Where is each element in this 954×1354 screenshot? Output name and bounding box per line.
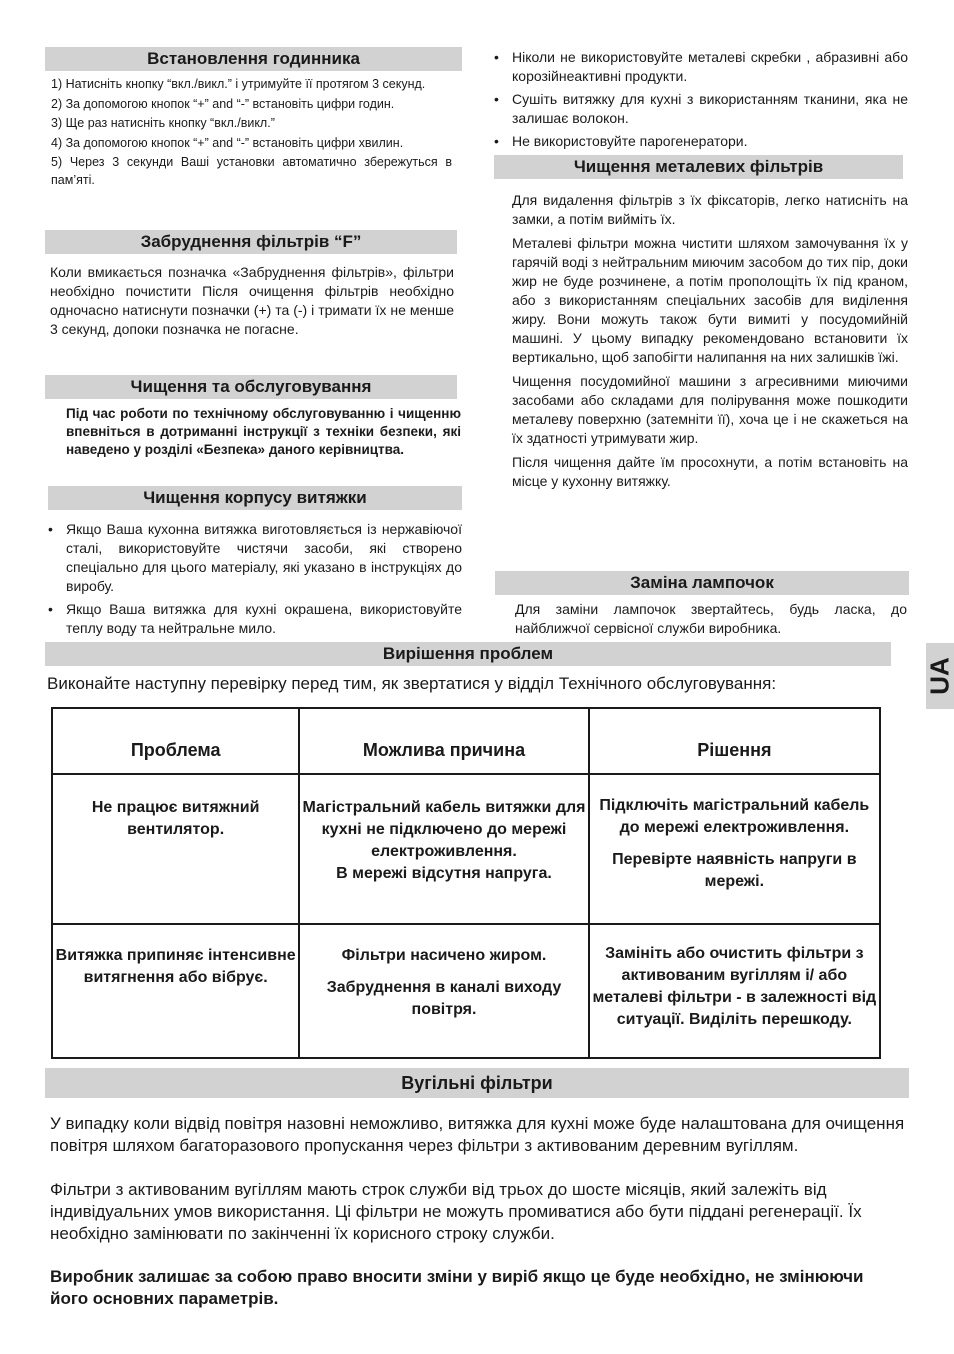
list-item: • Ніколи не використовуйте металеві скребки , абразивні або корозійнеактивні продукти.	[492, 48, 908, 86]
cause-cell	[299, 924, 588, 1058]
language-tab-label: UA	[924, 657, 954, 695]
cell-text: Витяжка припиняє інтенсивне витягнення або вібрує.	[55, 947, 296, 986]
carbon-filters-paragraph-1: У випадку коли відвід повітря назовні неможливо, витяжка для кухні може буде налаштована для очищення повітря шляхом багаторазового пропускання через фільтри з активованим деревним вугіллям.	[50, 1114, 905, 1155]
maintenance-section-title: Чищення та обслуговування	[45, 375, 457, 399]
table-header-row	[52, 708, 880, 774]
problem-cell	[52, 774, 299, 924]
troubleshooting-intro: Виконайте наступну перевірку перед тим, як звертатися у відділ Технічного обслуговування:	[47, 674, 777, 693]
troubleshooting-section-title: Вирішення проблем	[45, 642, 891, 666]
list-item: • Не використовуйте парогенератори.	[492, 132, 908, 151]
column-header-solution: Рішення	[589, 708, 880, 774]
clock-step-2: 2) За допомогою кнопок “+” and “-” встановіть цифри годин.	[51, 96, 395, 111]
metal-filters-paragraph: Для видалення фільтрів з їх фіксаторів, легко натисніть на замки, а потім вийміть їх.	[512, 192, 908, 227]
cause-cell	[299, 774, 588, 924]
problem-cell	[52, 924, 299, 1058]
filter-f-section-title: Забруднення фільтрів “F”	[45, 230, 457, 254]
clock-section-title: Встановлення годинника	[45, 47, 462, 71]
list-item: • Якщо Ваша кухонна витяжка виготовляється із нержавіючої сталі, використовуйте чистячи засоби, які створено спеціально для цього матеріалу, які указано в інструкціях до виробу.	[46, 520, 462, 596]
carbon-filters-section-title: Вугільні фільтри	[45, 1068, 909, 1098]
solution-cell	[589, 774, 880, 924]
metal-filters-paragraph: Чищення посудомийної машини з агресивними миючими засобами або складами для полірування може пошкодити металеву поверхню (затемніти її), хоча це і не скажеться на їх здатності утримувати жир.	[512, 373, 908, 446]
metal-filters-text	[512, 191, 908, 496]
solution-cell	[589, 924, 880, 1058]
cell-text: Не працює витяжний вентилятор.	[91, 799, 260, 838]
table-row	[52, 774, 880, 924]
filter-f-text: Коли вмикається позначка «Забруднення фільтрів», фільтри необхідно почистити Після очищення фільтрів необхідно одночасно натиснути позначки (+) та (-) і тримати їх не менше 3 секунд, допоки позначка не погасне.	[50, 264, 454, 337]
cell-text: Забруднення в каналі виходу повітря.	[326, 979, 562, 1018]
disclaimer: Виробник залишає за собою право вносити зміни у виріб якщо це буде необхідно, не змінюючи його основних параметрів.	[50, 1267, 864, 1308]
cell-text: Фільтри насичено жиром.	[341, 947, 547, 964]
column-header-cause: Можлива причина	[299, 708, 588, 774]
column-header-problem: Проблема	[52, 708, 299, 774]
carbon-filters-paragraph-2: Фільтри з активованим вугіллям мають строк служби від трьох до шосте місяців, який залежіть від індивідуальних умов використання. Ці фільтри не можуть промиватися або бути піддані регенерації. Їх необхідно замінювати по закінченні їх корисного строку служби.	[50, 1180, 862, 1243]
table-row	[52, 924, 880, 1058]
troubleshooting-table	[51, 707, 881, 1059]
cell-text: Замініть або очистить фільтри з активованим вугіллям і/ або металеві фільтри - в залежності від ситуації. Виділіть перешкоду.	[592, 945, 877, 1028]
metal-filters-paragraph: Після чищення дайте їм просохнути, а потім встановіть на місце у кухонну витяжку.	[512, 454, 908, 489]
cell-text: В мережі відсутня напруга.	[336, 865, 552, 882]
language-tab	[926, 643, 954, 709]
clock-steps	[51, 76, 452, 191]
cell-text: Перевірте наявність напруги в мережі.	[612, 851, 857, 890]
clock-step-4: 4) За допомогою кнопок “+” and “-” встановіть цифри хвилин.	[51, 135, 404, 150]
cleaning-warnings-list	[492, 48, 908, 155]
clock-step-1: 1) Натисніть кнопку “вкл./викл.” і утримуйте її протягом 3 секунд.	[51, 77, 426, 91]
cell-text: Магістральний кабель витяжки для кухні не підключено до мережі електроживлення.	[302, 799, 586, 860]
cell-text: Підключіть магістральний кабель до мережі електроживлення.	[599, 797, 870, 836]
metal-filters-paragraph: Металеві фільтри можна чистити шляхом замочування їх у гарячій воді з нейтральним миючим засобом до тих пір, доки жир не буде розчинене, а потім прополощіть їх під краном, або з використанням спеціальних засобів для виділення жиру. Вони можуть також бути вимиті у посудомийній машині. У цьому випадку рекомендовано встановити їх вертикально, щоб запобігти налипання на них залишків їжі.	[512, 235, 908, 365]
body-cleaning-list	[46, 520, 462, 642]
metal-filters-section-title: Чищення металевих фільтрів	[494, 155, 903, 179]
maintenance-text: Під час роботи по технічному обслуговуванню і чищенню впевніться в дотриманні інструкції з техніки безпеки, які наведено у розділі «Безпека» даного керівництва.	[66, 406, 461, 457]
body-cleaning-section-title: Чищення корпусу витяжки	[48, 486, 462, 510]
clock-step-3: 3) Ще раз натисніть кнопку “вкл./викл.”	[51, 116, 275, 130]
clock-step-5: 5) Через 3 секунди Ваші установки автоматично збережуться в пам’яті.	[51, 155, 452, 187]
list-item: • Сушіть витяжку для кухні з використанням тканини, яка не залишає волокон.	[492, 90, 908, 128]
list-item: • Якщо Ваша витяжка для кухні окрашена, використовуйте теплу воду та нейтральне мило.	[46, 600, 462, 638]
lamps-section-title: Заміна лампочок	[495, 571, 909, 595]
lamps-text: Для заміни лампочок звертайтесь, будь ласка, до найближчої сервісної служби виробника.	[515, 601, 907, 636]
